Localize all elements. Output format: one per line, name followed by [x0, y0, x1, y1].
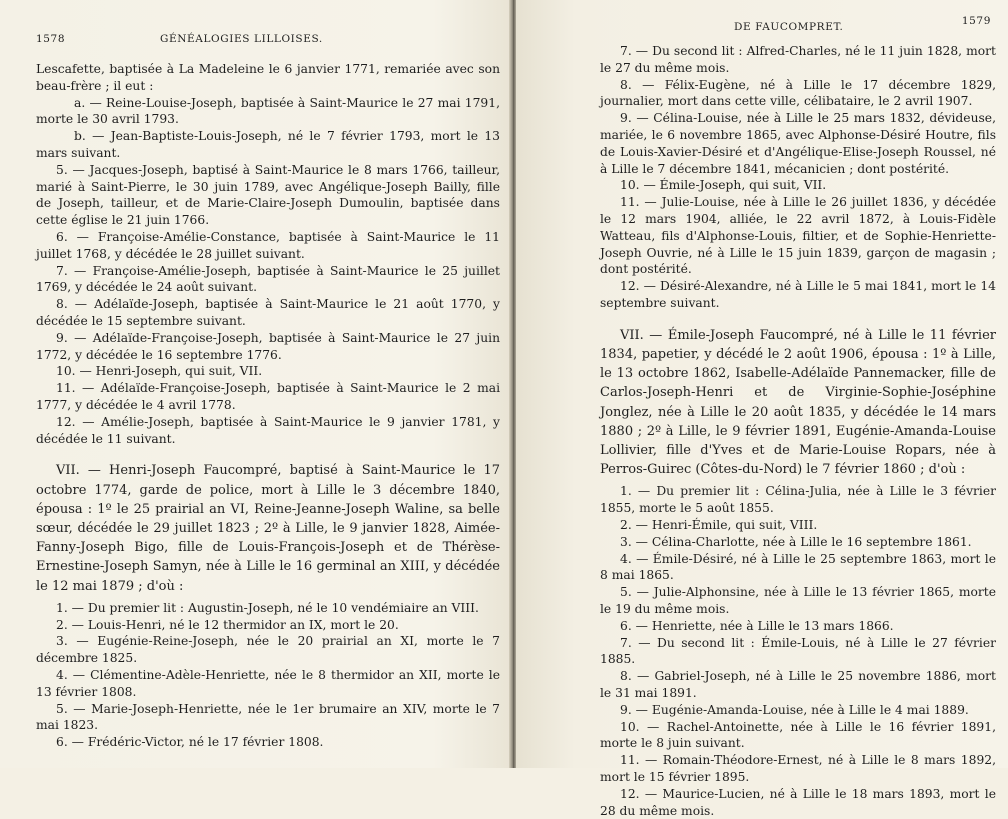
- running-title: GÉNÉALOGIES LILLOISES.: [160, 33, 323, 45]
- child-entry: 4. — Émile-Désiré, né à Lille le 25 septembre 1863, mort le 8 mai 1865.: [600, 551, 996, 583]
- entry-paragraph: 12. — Amélie-Joseph, baptisée à Saint-Maurice le 9 janvier 1781, y décédée le 11 suivant.: [36, 414, 500, 446]
- child-entry: 6. — Frédéric-Victor, né le 17 février 1808.: [56, 735, 324, 750]
- right-page-header: [600, 13, 996, 37]
- child-entry: 2. — Henri-Émile, qui suit, VIII.: [620, 517, 818, 532]
- section-heading-paragraph: VII. — Henri-Joseph Faucompré, baptisé à Saint-Maurice le 17 octobre 1774, garde de police, mort à Lille le 3 décembre 1840, épousa : 1º le 25 prairial an VI, Reine-Jeanne-Joseph Waline, sa belle sœur, décédée le 29 juillet 1823 ; 2º à Lille, le 9 janvier 1828, Aimée-Fanny-Joseph Bigo, fille de Louis-François-Joseph et de Thérèse-Ernestine-Joseph Samyn, née à Lille le 16 germinal an XIII, y décédée le 12 mai 1879 ; d'où :: [36, 463, 500, 594]
- running-title: DE FAUCOMPRET.: [734, 21, 844, 33]
- entry-paragraph: 7. — Du second lit : Alfred-Charles, né le 11 juin 1828, mort le 27 du même mois.: [600, 44, 996, 75]
- entry-paragraph: 9. — Célina-Louise, née à Lille le 25 mars 1832, dévideuse, mariée, le 6 novembre 1865, avec Alphonse-Désiré Houtre, fils de Louis-Xavier-Désiré et d'Angélique-Elise-Joseph Roussel, né à Lille le 7 décembre 1841, mécanicien ; dont postérité.: [600, 111, 996, 176]
- child-entry: 11. — Romain-Théodore-Ernest, né à Lille le 8 mars 1892, mort le 15 février 1895.: [600, 753, 996, 784]
- child-entry: 8. — Gabriel-Joseph, né à Lille le 25 novembre 1886, mort le 31 mai 1891.: [600, 669, 996, 700]
- entry-paragraph: a. — Reine-Louise-Joseph, baptisée à Saint-Maurice le 27 mai 1791, morte le 30 avril 1793.: [36, 95, 500, 127]
- left-page-header: [36, 33, 500, 51]
- child-entry: 1. — Du premier lit : Augustin-Joseph, né le 10 vendémiaire an VIII.: [56, 600, 479, 615]
- entry-paragraph: 5. — Jacques-Joseph, baptisé à Saint-Maurice le 8 mars 1766, tailleur, marié à Saint-Pierre, le 30 juin 1789, avec Angélique-Joseph Bailly, fille de Joseph, tailleur, et de Marie-Claire-Joseph Dumoulin, baptisée dans cette église le 21 juin 1766.: [36, 162, 500, 228]
- entry-paragraph: b. — Jean-Baptiste-Louis-Joseph, né le 7 février 1793, mort le 13 mars suivant.: [36, 129, 500, 160]
- entry-paragraph: 10. — Émile-Joseph, qui suit, VII.: [620, 178, 827, 193]
- entry-paragraph: 7. — Françoise-Amélie-Joseph, baptisée à Saint-Maurice le 25 juillet 1769, y décédée le 24 août suivant.: [36, 263, 500, 295]
- left-page: [0, 0, 510, 768]
- child-entry: 2. — Louis-Henri, né le 12 thermidor an IX, mort le 20.: [56, 617, 399, 632]
- child-entry: 9. — Eugénie-Amanda-Louise, née à Lille le 4 mai 1889.: [620, 702, 969, 717]
- entry-paragraph: 8. — Félix-Eugène, né à Lille le 17 décembre 1829, journalier, mort dans cette ville, célibataire, le 2 avril 1907.: [600, 77, 996, 109]
- page-number: 1578: [36, 33, 66, 45]
- entry-paragraph: 10. — Henri-Joseph, qui suit, VII.: [56, 364, 263, 379]
- child-entry: 4. — Clémentine-Adèle-Henriette, née le 8 thermidor an XII, morte le 13 février 1808.: [36, 667, 500, 699]
- entry-paragraph: 8. — Adélaïde-Joseph, baptisée à Saint-Maurice le 21 août 1770, y décédée le 15 septembre suivant.: [36, 297, 500, 328]
- entry-paragraph: Lescafette, baptisée à La Madeleine le 6 janvier 1771, remariée avec son beau-frère ; il eut :: [36, 62, 500, 93]
- entry-paragraph: 11. — Julie-Louise, née à Lille le 26 juillet 1836, y décédée le 12 mars 1904, alliée, le 22 avril 1872, à Louis-Fidèle Watteau, fils d'Alphonse-Louis, filtier, et de Sophie-Henriette-Joseph Ouvrie, né à Lille le 15 juin 1839, garçon de magasin ; dont postérité.: [600, 195, 996, 277]
- section-heading-paragraph: VII. — Émile-Joseph Faucompré, né à Lille le 11 février 1834, papetier, y décédé le 2 août 1906, épousa : 1º à Lille, le 13 octobre 1862, Isabelle-Adélaïde Pannemacker, fille de Carlos-Joseph-Henri et de Virginie-Sophie-Joséphine Jonglez, née à Lille le 20 août 1835, y décédée le 14 mars 1880 ; 2º à Lille, le 9 février 1891, Eugénie-Amanda-Louise Lollivier, fille d'Yves et de Marie-Louise Ropars, née à Perros-Guirec (Côtes-du-Nord) le 7 février 1860 ; d'où :: [600, 327, 996, 478]
- left-entries: [36, 61, 500, 751]
- entry-paragraph: 6. — Françoise-Amélie-Constance, baptisée à Saint-Maurice le 11 juillet 1768, y décédée le 28 juillet suivant.: [36, 229, 500, 261]
- child-entry: 7. — Du second lit : Émile-Louis, né à Lille le 27 février 1885.: [600, 635, 996, 667]
- page-number: 1579: [961, 15, 991, 27]
- child-entry: 12. — Maurice-Lucien, né à Lille le 18 mars 1893, mort le 28 du même mois.: [600, 786, 996, 818]
- child-entry: 5. — Marie-Joseph-Henriette, née le 1er brumaire an XIV, morte le 7 mai 1823.: [36, 701, 500, 733]
- child-entry: 5. — Julie-Alphonsine, née à Lille le 13 février 1865, morte le 19 du même mois.: [600, 585, 996, 616]
- child-entry: 1. — Du premier lit : Célina-Julia, née à Lille le 3 février 1855, morte le 5 août 1855.: [600, 484, 996, 516]
- right-entries: [600, 43, 996, 819]
- child-entry: 3. — Célina-Charlotte, née à Lille le 16 septembre 1861.: [620, 534, 972, 549]
- entry-paragraph: 12. — Désiré-Alexandre, né à Lille le 5 mai 1841, mort le 14 septembre suivant.: [600, 279, 996, 310]
- entry-paragraph: 11. — Adélaïde-Françoise-Joseph, baptisée à Saint-Maurice le 2 mai 1777, y décédée le 4 avril 1778.: [36, 381, 500, 412]
- child-entry: 3. — Eugénie-Reine-Joseph, née le 20 prairial an XI, morte le 7 décembre 1825.: [36, 634, 500, 666]
- child-entry: 6. — Henriette, née à Lille le 13 mars 1866.: [620, 618, 894, 633]
- entry-paragraph: 9. — Adélaïde-Françoise-Joseph, baptisée à Saint-Maurice le 27 juin 1772, y décédée le 16 septembre 1776.: [36, 330, 500, 362]
- right-page: [516, 0, 1008, 818]
- child-entry: 10. — Rachel-Antoinette, née à Lille le 16 février 1891, morte le 8 juin suivant.: [600, 719, 996, 751]
